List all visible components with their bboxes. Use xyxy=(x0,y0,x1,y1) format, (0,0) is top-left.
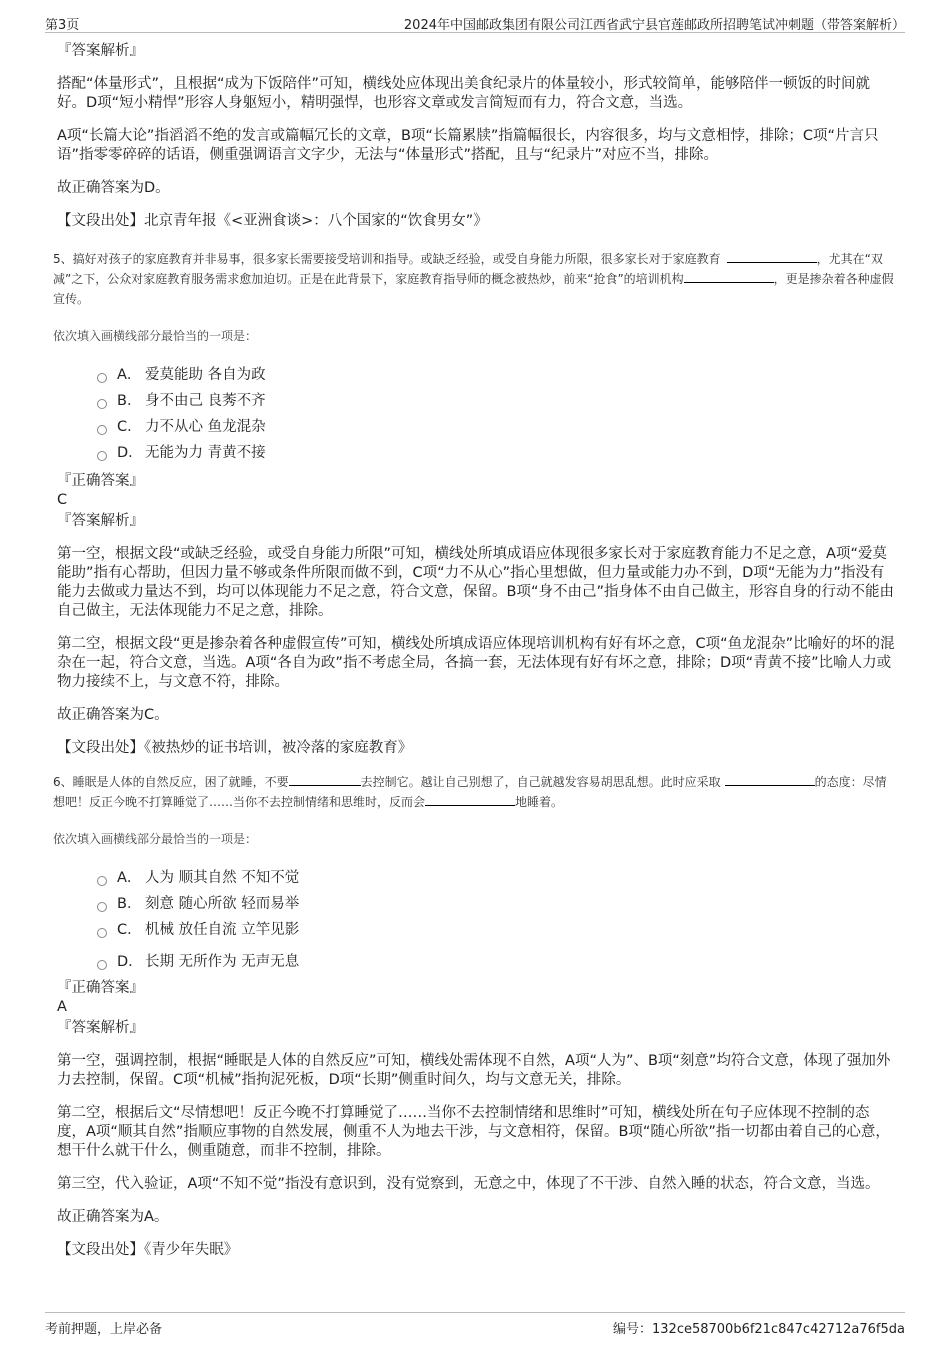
prev-analysis xyxy=(57,75,895,231)
radio-icon[interactable] xyxy=(97,399,107,409)
q5-options xyxy=(97,362,895,466)
q5-answer-label: 『正确答案』 xyxy=(57,473,144,489)
q5-analysis-para: 第一空，根据文段“或缺乏经验，或受自身能力所限”可知，横线处所填成语应体现很多家长对于家庭教育能力不足之意，A项“爱莫能助”指有心帮助，但因力量不够或条件所限而做不到，C项“力不从心”指心里想做，但力量或能力办不到，D项“无能为力”指没有能力去做或力量达不到，均可以体现能力不足之意，符合文意，保留。B项“身不由己”指身体不由自己做主，形容自身的行动不能由自己做主，无法体现能力不足之意，排除。 xyxy=(57,546,894,619)
q6-analysis-para: 第三空，代入验证，A项“不知不觉”指没有意识到，没有觉察到，无意之中，体现了不干涉、自然入睡的状态，符合文意，当选。 xyxy=(57,1176,880,1192)
page-number: 第3页 xyxy=(45,18,80,33)
q5-option-b[interactable]: B． 身不由己 良莠不齐 xyxy=(97,388,895,414)
q6-analysis-para: 第二空，根据后文“尽情想吧！反正今晚不打算睡觉了……当你不去控制情绪和思维时”可知，横线处所在句子应体现不控制的态度，A项“顺其自然”指顺应事物的自然发展，侧重不人为地去干涉，与文意相符，保留。B项“随心所欲”指一切都由着自己的心意，想干什么就干什么，侧重随意，而非不控制，排除。 xyxy=(57,1105,890,1159)
radio-icon[interactable] xyxy=(97,876,107,886)
prev-analysis-label: 『答案解析』 xyxy=(57,43,144,59)
q6-stem: 6、睡眠是人体的自然反应，困了就睡，不要 去控制它。越让自己别想了，自己就越发容易胡思乱想。此时应采取 的态度：尽情想吧！反正今晚不打算睡觉了……当你不去控制情绪和思维时，反而会 地睡着。 xyxy=(53,775,887,809)
q5-answer: C xyxy=(57,492,68,508)
q5-analysis-para: 第二空，根据文段“更是掺杂着各种虚假宣传”可知，横线处所填成语应体现培训机构有好有坏之意，C项“鱼龙混杂”比喻好的坏的混杂在一起，符合文意，当选。A项“各自为政”指不考虑全局，各搞一套，无法体现有好有坏之意，排除；D项“青黄不接”比喻人力或物力接续不上，与文意不符，排除。 xyxy=(57,636,895,690)
q6-option-b[interactable]: B． 刻意 随心所欲 轻而易举 xyxy=(97,891,895,917)
q6-option-a[interactable]: A． 人为 顺其自然 不知不觉 xyxy=(97,865,895,891)
page-footer xyxy=(45,1312,905,1337)
q6-source: 【文段出处】《青少年失眠》 xyxy=(57,1242,239,1258)
radio-icon[interactable] xyxy=(97,373,107,383)
page-header xyxy=(45,10,905,33)
q6-analysis-para: 故正确答案为A。 xyxy=(57,1209,169,1225)
q6-answer-label: 『正确答案』 xyxy=(57,980,144,996)
q5-analysis-label: 『答案解析』 xyxy=(57,513,144,529)
q5-source: 【文段出处】《被热炒的证书培训，被冷落的家庭教育》 xyxy=(57,740,413,756)
q5-blank-2 xyxy=(684,270,774,283)
q6-blank-2 xyxy=(725,773,815,786)
q5-option-c[interactable]: C． 力不从心 鱼龙混杂 xyxy=(97,414,895,440)
q5-stem: 5、搞好对孩子的家庭教育并非易事，很多家长需要接受培训和指导。或缺乏经验，或受自身能力所限，很多家长对于家庭教育 ，尤其在“双减”之下，公众对家庭教育服务需求愈加迫切。正是在此背景下，家庭教育指导师的概念被热炒，前来“抢食”的培训机构 ，更是掺杂着各种虚假宣传。 xyxy=(53,252,894,306)
radio-icon[interactable] xyxy=(97,928,107,938)
q5-option-a[interactable]: A． 爱莫能助 各自为政 xyxy=(97,362,895,388)
q6-analysis-label: 『答案解析』 xyxy=(57,1020,144,1036)
radio-icon[interactable] xyxy=(97,451,107,461)
document-title: 2024年中国邮政集团有限公司江西省武宁县官莲邮政所招聘笔试冲刺题（带答案解析） xyxy=(403,18,905,33)
q5-blank-1 xyxy=(727,250,817,263)
radio-icon[interactable] xyxy=(97,902,107,912)
q6-analysis xyxy=(57,1052,895,1260)
document-body xyxy=(53,42,895,1274)
q6-answer: A xyxy=(57,999,67,1015)
q6-option-d[interactable]: D． 长期 无所作为 无声无息 xyxy=(97,949,895,975)
q6-prompt: 依次填入画横线部分最恰当的一项是： xyxy=(53,832,258,846)
radio-icon[interactable] xyxy=(97,960,107,970)
q5-prompt: 依次填入画横线部分最恰当的一项是： xyxy=(53,329,258,343)
q5-analysis-para: 故正确答案为C。 xyxy=(57,707,169,723)
q6-blank-1 xyxy=(289,773,361,786)
prev-analysis-para: 故正确答案为D。 xyxy=(57,180,170,196)
footer-slogan: 考前押题，上岸必备 xyxy=(45,1322,163,1337)
prev-analysis-para: A项“长篇大论”指滔滔不绝的发言或篇幅冗长的文章，B项“长篇累牍”指篇幅很长，内容很多，均与文意相悖，排除；C项“片言只语”指零零碎碎的话语，侧重强调语言文字少，无法与“体量形式”搭配，且与“纪录片”对应不当，排除。 xyxy=(57,128,879,163)
prev-source: 【文段出处】北京青年报《<亚洲食谈>：八个国家的“饮食男女”》 xyxy=(57,213,488,229)
q5-option-d[interactable]: D． 无能为力 青黄不接 xyxy=(97,440,895,466)
q6-blank-3 xyxy=(425,793,515,806)
prev-analysis-para: 搭配“体量形式”，且根据“成为下饭陪伴”可知，横线处应体现出美食纪录片的体量较小，形式较简单，能够陪伴一顿饭的时间就好。D项“短小精悍”形容人身躯短小，精明强悍，也形容文章或发言简短而有力，符合文意，当选。 xyxy=(57,76,871,111)
q6-option-c[interactable]: C． 机械 放任自流 立竿见影 xyxy=(97,917,895,943)
radio-icon[interactable] xyxy=(97,425,107,435)
footer-id: 编号：132ce58700b6f21c847c42712a76f5da xyxy=(612,1322,905,1337)
q6-analysis-para: 第一空，强调控制，根据“睡眠是人体的自然反应”可知，横线处需体现不自然，A项“人为”、B项“刻意”均符合文意，体现了强加外力去控制，保留。C项“机械”指拘泥死板，D项“长期”侧重时间久，均与文意无关，排除。 xyxy=(57,1053,891,1088)
q6-options xyxy=(97,865,895,975)
q5-analysis xyxy=(57,545,895,758)
